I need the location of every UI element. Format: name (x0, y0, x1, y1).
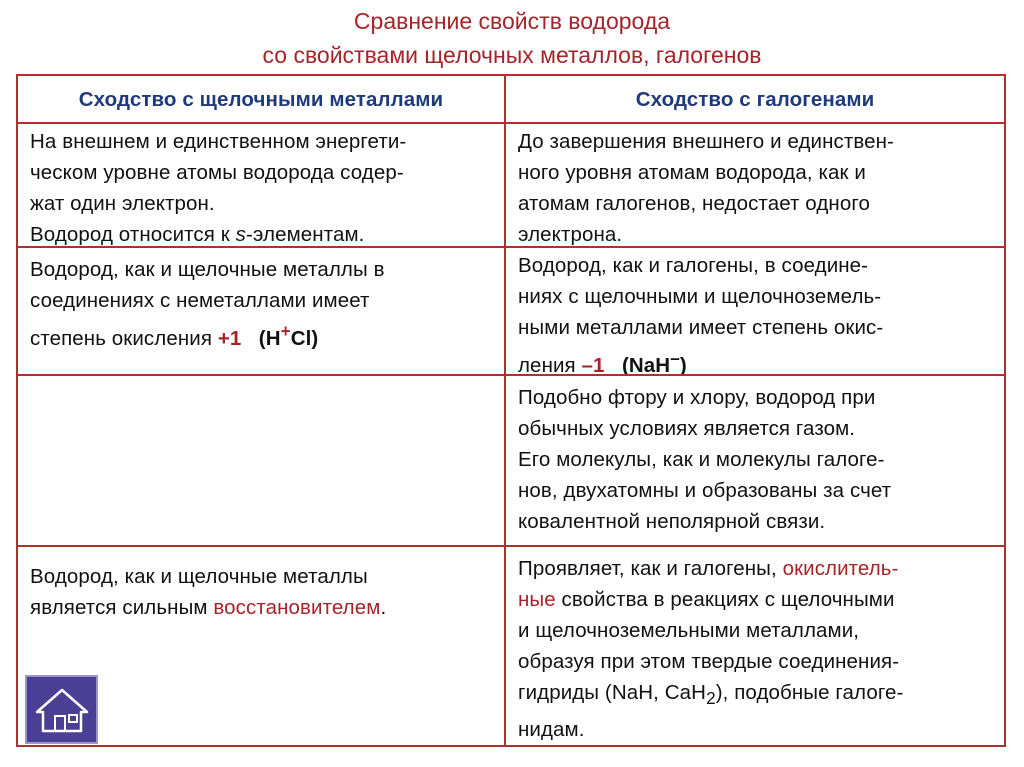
oxidation-minus-one: –1 (581, 353, 605, 377)
cell-row3-left (16, 374, 504, 545)
title-line-1: Сравнение свойств водорода (353, 8, 671, 34)
cell-row1-left (16, 122, 504, 246)
oxidation-plus-one: +1 (217, 326, 242, 350)
row1-right-text: До завершения внешнего и единствен- ного уровня атомам водорода, как и атомам галогенов, недостает одного электрона. (518, 130, 894, 246)
row4-left-text: Водород, как и щелочные металлы является сильным восстановителем. (30, 565, 387, 619)
row2-right-text: Водород, как и галогены, в соедине- ниях с щелочными и щелочноземель- ными металлами имеет степень окис- ления –1 (NaH–) (518, 254, 884, 377)
cell-row1-right (504, 122, 1006, 246)
cell-row2-right (504, 246, 1006, 377)
title-line-2: со свойствами щелочных металлов, галогенов (262, 42, 762, 68)
row1-left-text: На внешнем и единственном энергети- ческом уровне атомы водорода содер- жат один электрон. (30, 130, 407, 215)
reducer-highlight: восстановителем (213, 596, 381, 619)
row4-right-text: Проявляет, как и галогены, окислитель- ные свойства в реакциях с щелочными и щелочноземельными металлами, образуя при этом твердые соединения- гидриды (NaH, CaH$_2$), подобные галоге- нидам. (518, 557, 904, 742)
comparison-table (16, 74, 1006, 747)
home-button[interactable] (25, 675, 98, 744)
row1-left-s-elements: Водород относится к s-элементам. (30, 223, 365, 246)
home-icon (33, 685, 91, 735)
formula-hcl: (H+Cl) (258, 322, 319, 350)
oxidizer-highlight-b: ные (518, 588, 556, 611)
row2-left-text: Водород, как и щелочные металлы в соединениях с неметаллами имеет степень окисления +1 (H+Cl) (30, 258, 385, 350)
oxidizer-highlight-a: окислитель- (782, 557, 899, 580)
row3-right-text: Подобно фтору и хлору, водород при обычных условиях является газом. Его молекулы, как и молекулы галоге- нов, двухатомны и образованы за счет ковалентной неполярной связи. (518, 386, 892, 533)
cell-row4-right (504, 545, 1006, 747)
header-halogens: Сходство с галогенами (504, 74, 1006, 122)
cell-row3-right (504, 374, 1006, 545)
formula-nah: (NaH–) (621, 349, 687, 377)
s-letter: s (235, 223, 246, 246)
slide-title (0, 4, 1024, 72)
cell-row2-left (16, 246, 504, 374)
header-alkali: Сходство с щелочными металлами (16, 74, 504, 122)
